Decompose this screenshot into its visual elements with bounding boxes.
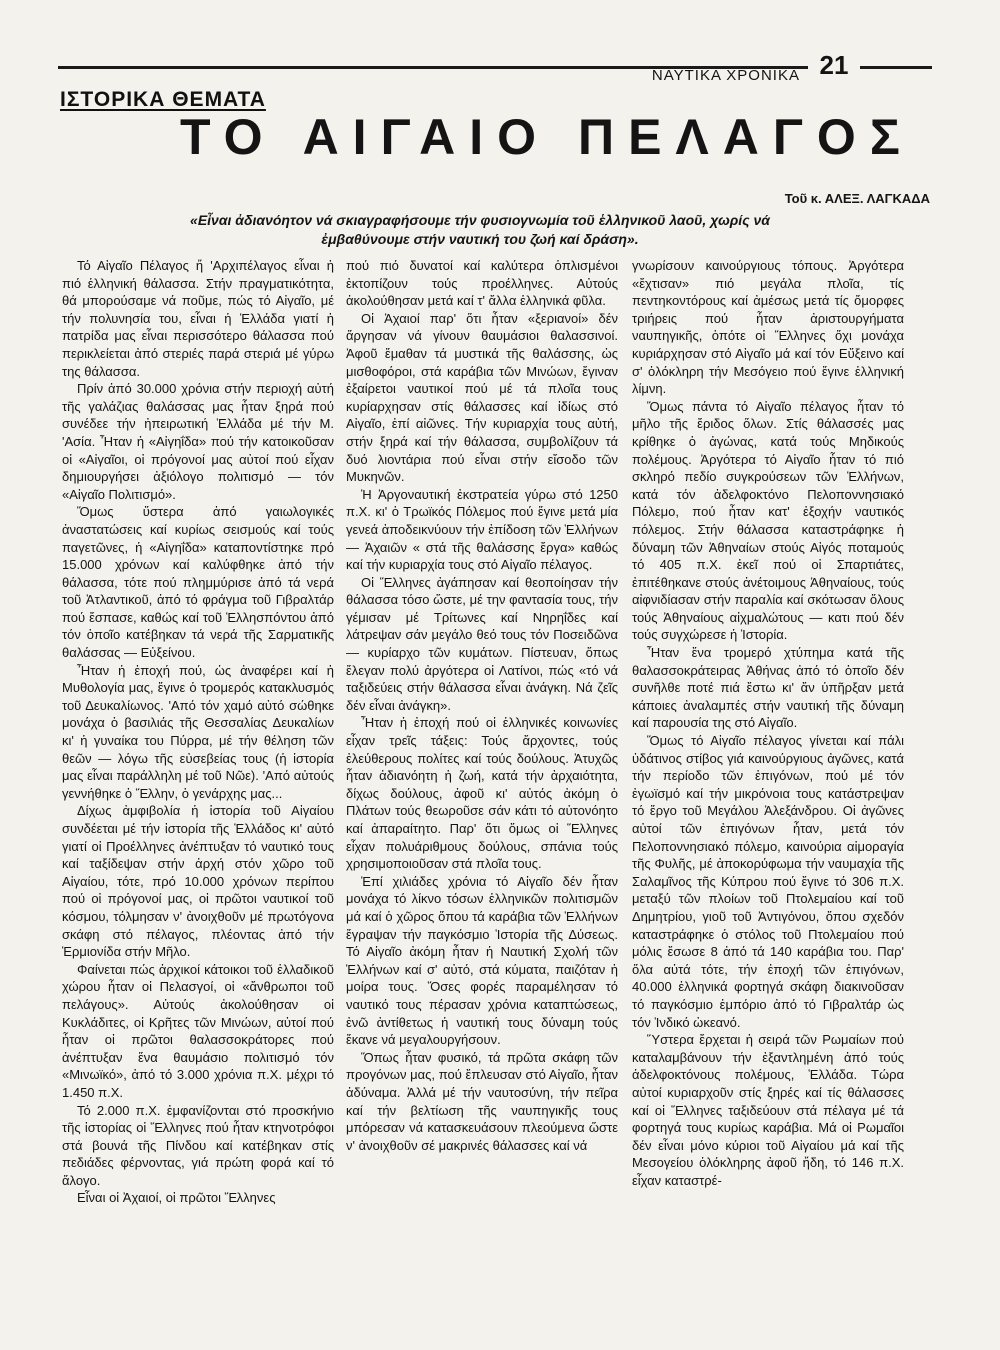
article-byline: Τοῦ κ. ΑΛΕΞ. ΛΑΓΚΑΔΑ [784, 191, 930, 206]
paragraph: Ὅμως πάντα τό Αἰγαῖο πέλαγος ἦταν τό μῆλο τῆς ἔριδος ὅλων. Στίς θάλασσές μας κρίθηκε ὁ ἀγώνας, κατά τούς Μηδικούς πολέμους. Ἀργότερα τό Αἰγαῖο ἦταν τό πιό σκληρό πεδίο συγκρούσεων τῶν Ἑλλήνων, κατά τόν ἀδελφοκτόνο Πελοποννησιακό Πόλεμο, πού ἦταν κατ' ἐξοχήν ναυτικός πόλεμος. Στήν θάλασσα καταστράφηκε ἡ δύναμη τῶν Ἀθηναίων στούς Αἰγός ποταμούς τό 405 π.Χ. ἐκεῖ πού οἱ Σπαρτιάτες, ἐπιτέθηκανε στούς ἀνέτοιμους Ἀθηναίους, τούς αἰφνιδίασαν στήν παραλία καί σκότωσαν ὅλους τούς Ἀθηναίους αἰχμαλώτους — κατι πού δέν τούς συγχώρεσε ἡ Ἱστορία. [632, 398, 904, 643]
paragraph: γνωρίσουν καινούργιους τόπους. Ἀργότερα «ἔχτισαν» πιό μεγάλα πλοῖα, τίς πεντηκοντόρους καί ἀμέσως μετά τίς ὄμορφες τριήρεις πού ἦταν ἀριστουργήματα ναυπηγικῆς, ὁπότε οἱ Ἕλληνες ὄχι μονάχα κυριάρχησαν στό Αἰγαῖο μά καί τόν Εὔξεινο καί σ' ὁλόκληρη τήν Μεσόγειο πού ἔγινε ἑλληνική λίμνη. [632, 258, 904, 397]
paragraph: Οἱ Ἀχαιοί παρ' ὅτι ἦταν «ξεριανοί» δέν ἄργησαν νά γίνουν θαυμάσιοι θαλασσινοί. Ἀφοῦ ἔμαθαν τά μυστικά τῆς θαλάσσης, ὡς μισθοφόροι, στά καράβια τῶν Μινώων, ἔγιναν ἐξαίρετοι ναυτικοί πού μέ τά πλοῖα τους κυρίαρχησαν στίς θάλασσες καί ἰδίως στό Αἰγαῖο, ἐπί αἰῶνες. Τήν κυριαρχία τους αὐτή, στήν ξηρά καί τήν θάλασσα, συμβολίζουν τά δυό λιοντάρια πού εἶναι στήν εἴσοδο τῶν Μυκηνῶν. [346, 310, 618, 485]
text-column-2 [346, 257, 618, 1154]
paragraph: Ἡ Ἀργοναυτική ἐκστρατεία γύρω στό 1250 π.Χ. κι' ὁ Τρωϊκός Πόλεμος πού ἔγινε μετά μία γενεά ἀποδεικνύουν τήν ἐπίδοση τῶν Ἑλλήνων — Ἀχαιῶν « στά τῆς θαλάσσης ἔργα» καθώς καί τήν κυριαρχία τους στό Αἰγαῖο πέλαγος. [346, 486, 618, 573]
header-rule-right [860, 66, 932, 69]
paragraph: πού πιό δυνατοί καί καλύτερα ὁπλισμένοι ἐκτοπίζουν τούς προέλληνες. Αὐτούς ἀκολούθησαν μετά καί τ' ἄλλα ἑλληνικά φῦλα. [346, 258, 618, 309]
paragraph: Ἐπί χιλιάδες χρόνια τό Αἰγαῖο δέν ἦταν μονάχα τό λίκνο τόσων ἑλληνικῶν πολιτισμῶν μά καί ὁ χῶρος ὅπου τά καράβια τῶν Ἑλλήνων ἔγραψαν τήν παγκόσμιο Ἱστορία τῆς Δύσεως. Τό Αἰγαῖο ἀκόμη ἦταν ἡ Ναυτική Σχολή τῶν Ἑλλήνων καί σ' αὐτό, στά κύματα, παιζόταν ἡ μοίρα τους. Ὅσες φορές παραμέλησαν τό ναυτικό τους πέρασαν χρόνια καταπτώσεως, ἐνῶ ἀντίθετως ἡ ναυτική τους δύναμη τούς ἔκανε νά μεγαλουργήσουν. [346, 873, 618, 1048]
paragraph: Εἶναι οἱ Ἀχαιοί, οἱ πρῶτοι Ἕλληνες [77, 1190, 276, 1206]
text-column-1 [62, 257, 334, 1207]
paragraph: Φαίνεται πώς ἀρχικοί κάτοικοι τοῦ ἑλλαδικοῦ χώρου ἦταν οἱ Πελασγοί, οἱ «ἄνθρωποι τοῦ πελάγους». Αὐτούς ἀκολούθησαν οἱ Κυκλάδιτες, οἱ Κρῆτες τῶν Μινώων, αὐτοί πού ἦταν οἱ πρῶτοι θαλασσοκράτορες πού ἀνέπτυξαν ἕνα θαυμάσιο πολιτισμό τόν «Μινωϊκό», ἀπό τό 3.000 χρόνια π.Χ. μέχρι τό 1.450 π.Χ. [62, 961, 334, 1100]
paragraph: Ἦταν ἡ ἐποχή πού, ὡς ἀναφέρει καί ἡ Μυθολογία μας, ἔγινε ὁ τρομερός κατακλυσμός τοῦ Δευκαλίωνος. 'Από τόν χαμό αὐτό σώθηκε μονάχα ὁ βασιλιάς τῆς Θεσσαλίας Δευκαλίων κι' ἡ γυναίκα του Πύρρα, μέ τήν θέληση τῶν θεῶν — λόγω τῆς εὐσεβείας τους (ἡ ἱστορία μας εἶναι παράλληλη μέ τοῦ Νῶε). 'Από αὐτούς γεννήθηκε ὁ Ἕλλην, ὁ γενάρχης μας... [62, 662, 334, 801]
magazine-name: ΝΑΥΤΙΚΑ ΧΡΟΝΙΚΑ [651, 67, 800, 84]
paragraph: Δίχως ἀμφιβολία ἡ ἱστορία τοῦ Αἰγαίου συνδέεται μέ τήν ἱστορία τῆς Ἑλλάδος κι' αὐτό γιατί οἱ Προέλληνες ἀνέπτυξαν τό ναυτικό τους καί ταξίδεψαν στήν ἀρχή στόν χῶρο τοῦ Αἰγαίου, τότε, πρό 10.000 χρόνων περίπου πού οἱ πρόγονοί μας, οἱ πρῶτοι ναυτικοί τοῦ κόσμου, τόλμησαν ν' ἀνοιχθοῦν μέ πρωτόγονα σκάφη στό πέλαγος, πλέοντας ἀπό τήν Ἑρμιονίδα στήν Μῆλο. [62, 803, 334, 960]
section-rubric: ΙΣΤΟΡΙΚΑ ΘΕΜΑΤΑ [60, 88, 266, 111]
paragraph: Ὅπως ἦταν φυσικό, τά πρῶτα σκάφη τῶν προγόνων μας, πού ἔπλευσαν στό Αἰγαῖο, ἦταν ἀδύναμα. Ἀλλά μέ τήν ναυτοσύνη, τήν πεῖρα καί τήν βελτίωση τῆς ναυπηγικῆς τους μπόρεσαν νά κατασκευάσουν πλεούμενα ὥστε ν' ἀνοιχθοῦν σέ μακρινές θάλασσες καί νά [346, 1049, 618, 1153]
paragraph: Ὕστερα ἔρχεται ἡ σειρά τῶν Ρωμαίων πού καταλαμβάνουν τήν ἐξαντλημένη ἀπό τούς ἀδελφοκτόνους πολέμους, Ἑλλάδα. Τώρα αὐτοί κυριαρχοῦν στίς ξηρές καί τίς θάλασσες καί οἱ Ἕλληνες ταξιδεύουν στά πέλαγα μέ τά φορτηγά τους κυρίως καράβια. Μά οἱ Ρωμαῖοι δέν εἶναι μόνο κύριοι τοῦ Αἰγαίου μά καί τῆς Μεσογείου ὁλόκληρης ἀφοῦ ἤδη, τό 146 π.Χ. εἶχαν καταστρέ- [632, 1032, 904, 1188]
paragraph: Τό 2.000 π.Χ. ἐμφανίζονται στό προσκήνιο τῆς ἱστορίας οἱ Ἕλληνες πού ἦταν κτηνοτρόφοι στά βουνά τῆς Πίνδου καί κατέβηκαν στίς πεδιάδες φέρνοντας, γιά πρώτη φορά καί τό ἄλογο. [62, 1102, 334, 1188]
paragraph: Ὅμως ὕστερα ἀπό γαιωλογικές ἀναστατώσεις καί κυρίως σεισμούς καί τούς παγετῶνες, ἡ «Αἰγηΐδα» καταποντίστηκε πρό 15.000 χρόνων καί καλύφθηκε ἀπό τήν θάλασσα, τότε πού πλημμύρισε ἀπό τά νερά τοῦ Ἀτλαντικοῦ, ἀπό τό φράγμα τοῦ Γιβραλτάρ πού ἔσπασε, καθώς καί τοῦ Ἑλλησπόντου ἀπό τόν ὁποῖο κατέβηκαν τά νερά τῆς Σαρματικῆς θαλάσσας — Εὐξείνου. [62, 504, 334, 661]
paragraph: Τό Αἰγαῖο Πέλαγος ἤ 'Αρχιπέλαγος εἶναι ἡ πιό ἑλληνική θάλασσα. Στήν πραγματικότητα, θά μπορούσαμε νά ποῦμε, πώς τό Αἰγαῖο, μέ τήν πολυνησία του, εἶναι ἡ Ἑλλάδα γιατί ἡ πατρίδα μας εἶναι περισσότερο θάλασσα πού περικλείεται ἀπό στεριές παρά στεριά μέ γύρω της θάλασσα. [62, 258, 334, 379]
paragraph: Ἦταν ἡ ἐποχή πού οἱ ἑλληνικές κοινωνίες εἶχαν τρεῖς τάξεις: Τούς ἄρχοντες, τούς ἐλεύθερους πολίτες καί τούς δούλους. Ἀτυχῶς ἦταν ἀδιανόητη ἡ ζωή, κατά τήν ἀρχαιότητα, δίχως δούλους, ἀφοῦ κι' αὐτός ἀκόμη ὁ Πλάτων τούς θεωροῦσε σάν κάτι τό αὐτονόητο καί ἀπαραίτητο. Παρ' ὅτι ὅμως οἱ Ἕλληνες εἶχαν πολυάριθμους δούλους, σπάνια τούς χρησιμοποιοῦσαν στά πλοῖα τους. [346, 715, 618, 872]
text-column-3 [632, 257, 904, 1189]
article-title: ΤΟ ΑΙΓΑΙΟ ΠΕΛΑΓΟΣ [180, 109, 914, 165]
paragraph: Ὅμως τό Αἰγαῖο πέλαγος γίνεται καί πάλι ὑδάτινος στίβος γιά καινούργιους ἀγῶνες, κατά τήν περίοδο τῶν ἐπιγόνων, πού μέ τόν ἐγωϊσμό καί τήν μικρόνοια τους κατάστρεψαν τό ἔργο τοῦ Μεγάλου Ἀλεξάνδρου. Οἱ ἀγῶνες αὐτοί τῶν ἐπιγόνων ἦταν, μετά τόν Πελοποννησιακό πόλεμο, καινούρια αἱμοραγία τῆς Φυλῆς, μέ ἀποκορύφωμα τήν ναυμαχία τῆς Σαλαμῖνος τῆς Κύπρου πού ἔγινε τό 306 π.Χ. μεταξύ τῶν πλοίων τοῦ Πτολεμαίου καί τοῦ Δημητρίου, γιοῦ τοῦ Ἀντιγόνου, ὅπου σχεδόν καταστράφηκε ὁ στόλος τοῦ Πτολεμαίου πού μόλις ἔσωσε 8 ἀπό τά 140 καράβια του. Παρ' ὅλα αὐτά τότε, τήν ἐποχή τῶν ἐπιγόνων, 40.000 ἑλληνικά φορτηγά σκάφη διακινοῦσαν τό παγκόσμιο ἐμπόριο ἀπό τό Γιβραλτάρ ὡς τόν Ἰνδικό ὠκεανό. [632, 733, 904, 1030]
article-subtitle: «Εἶναι ἀδιανόητον νά σκιαγραφήσουμε τήν φυσιογνωμία τοῦ ἑλληνικοῦ λαοῦ, χωρίς νά ἐμβαθύνουμε στήν ναυτική του ζωή καί δράση». [190, 212, 770, 247]
paragraph: Οἱ Ἕλληνες ἀγάπησαν καί θεοποίησαν τήν θάλασσα τόσο ὥστε, μέ την φαντασία τους, τήν γέμισαν μέ Τρίτωνες καί Νηρηΐδες καί λάτρεψαν σάν μεγάλο θεό τους τόν Ποσειδῶνα — κυρίαρχο τῶν κυμάτων. Πίστευαν, ὅπως ἔλεγαν πολύ ἀργότερα οἱ Λατίνοι, πώς «τό νά ταξιδεύεις στήν θάλασσα εἶναι ἀνάγκη. Νά ζεῖς δέν εἶναι ἀνάγκη». [346, 574, 618, 713]
paragraph: Ἦταν ἕνα τρομερό χτύπημα κατά τῆς θαλασσοκράτειρας Ἀθήνας ἀπό τό ὁποῖο δέν συνῆλθε ποτέ πιά ἔστω κι' ἄν ὑπῆρξαν μετά κάποιες ἀναλαμπές στήν ναυτική τῆς δύναμη καί παρουσία της στό Αἰγαῖο. [632, 645, 904, 731]
page-number: 21 [819, 50, 849, 80]
paragraph: Πρίν ἀπό 30.000 χρόνια στήν περιοχή αὐτή τῆς γαλάζιας θαλάσσας μας ἦταν ξηρά πού συνέδεε τήν ἠπειρωτική Ἑλλάδα μέ τήν Μ. 'Ασία. Ἦταν ἡ «Αἰγηΐδα» πού τήν κατοικοῦσαν οἱ «Αἰγαῖοι, οἱ πρόγονοί μας αὐτοί πού εἶχαν δημιουργήσει ἀξιόλογο πολιτισμό — τόν «Αἰγαῖο Πολιτισμό». [62, 381, 334, 502]
